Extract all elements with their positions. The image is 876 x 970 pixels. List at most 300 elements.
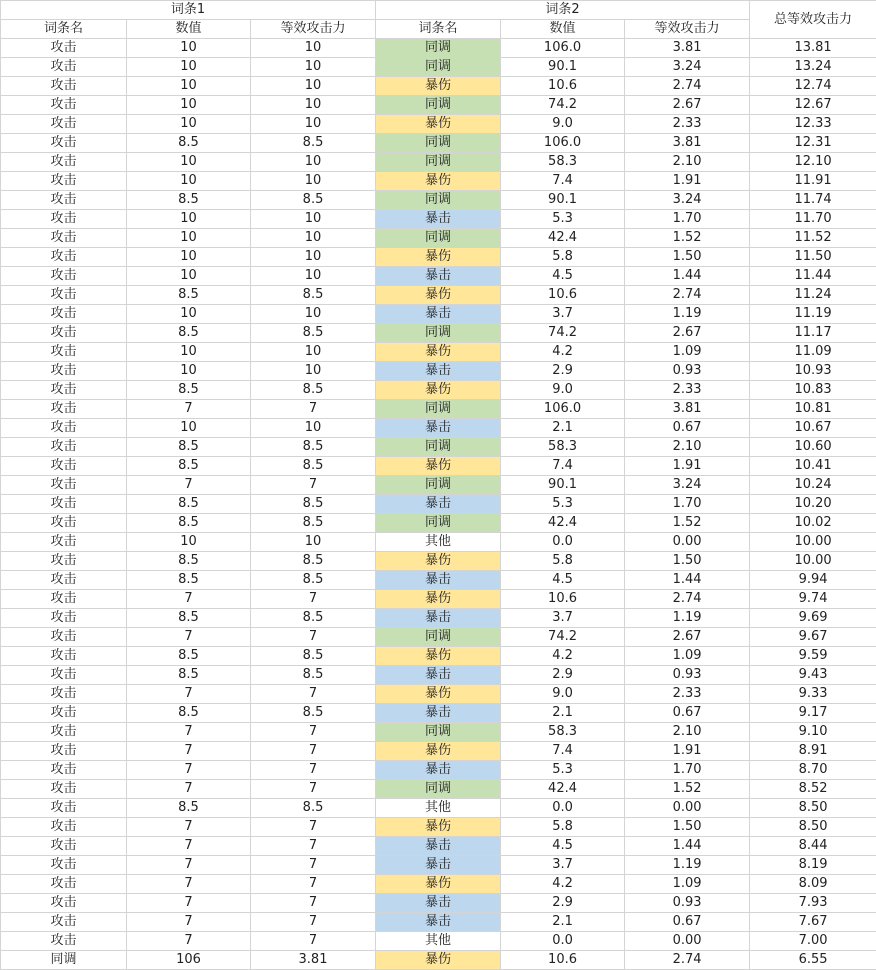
entry1-name-cell[interactable]: 攻击 — [1, 590, 127, 609]
entry1-atk-cell[interactable]: 10 — [251, 343, 376, 362]
entry1-name-cell[interactable]: 攻击 — [1, 39, 127, 58]
total-atk-cell[interactable]: 8.70 — [750, 761, 876, 780]
entry2-atk-cell[interactable]: 1.91 — [625, 742, 750, 761]
entry2-value-cell[interactable]: 2.1 — [501, 419, 625, 438]
entry1-value-cell[interactable]: 7 — [127, 932, 251, 951]
entry2-atk-cell[interactable]: 1.19 — [625, 856, 750, 875]
entry2-atk-cell[interactable]: 1.91 — [625, 457, 750, 476]
entry2-atk-cell[interactable]: 2.74 — [625, 590, 750, 609]
entry1-name-cell[interactable]: 攻击 — [1, 894, 127, 913]
entry2-value-cell[interactable]: 7.4 — [501, 172, 625, 191]
entry2-name-cell[interactable]: 同调 — [376, 58, 501, 77]
entry2-name-cell[interactable]: 同调 — [376, 723, 501, 742]
entry2-atk-cell[interactable]: 3.24 — [625, 58, 750, 77]
entry2-atk-cell[interactable]: 0.93 — [625, 362, 750, 381]
entry2-name-cell[interactable]: 同调 — [376, 96, 501, 115]
col-header-name1[interactable]: 词条名 — [1, 20, 127, 39]
entry2-name-cell[interactable]: 暴伤 — [376, 172, 501, 191]
entry1-value-cell[interactable]: 7 — [127, 913, 251, 932]
total-atk-cell[interactable]: 9.69 — [750, 609, 876, 628]
entry1-value-cell[interactable]: 10 — [127, 115, 251, 134]
entry2-value-cell[interactable]: 10.6 — [501, 951, 625, 970]
entry2-value-cell[interactable]: 2.9 — [501, 362, 625, 381]
entry2-atk-cell[interactable]: 1.09 — [625, 343, 750, 362]
entry2-name-cell[interactable]: 暴击 — [376, 267, 501, 286]
entry1-atk-cell[interactable]: 7 — [251, 875, 376, 894]
entry1-atk-cell[interactable]: 7 — [251, 590, 376, 609]
entry2-atk-cell[interactable]: 0.67 — [625, 704, 750, 723]
entry1-atk-cell[interactable]: 8.5 — [251, 704, 376, 723]
total-atk-cell[interactable]: 12.74 — [750, 77, 876, 96]
total-atk-cell[interactable]: 11.17 — [750, 324, 876, 343]
entry2-name-cell[interactable]: 同调 — [376, 514, 501, 533]
entry2-atk-cell[interactable]: 1.52 — [625, 514, 750, 533]
entry2-name-cell[interactable]: 暴击 — [376, 419, 501, 438]
total-atk-cell[interactable]: 11.91 — [750, 172, 876, 191]
entry2-atk-cell[interactable]: 2.10 — [625, 153, 750, 172]
entry1-value-cell[interactable]: 7 — [127, 628, 251, 647]
entry2-name-cell[interactable]: 暴伤 — [376, 115, 501, 134]
total-atk-cell[interactable]: 8.50 — [750, 799, 876, 818]
entry2-value-cell[interactable]: 2.9 — [501, 666, 625, 685]
col-header-name2[interactable]: 词条名 — [376, 20, 501, 39]
entry1-value-cell[interactable]: 7 — [127, 837, 251, 856]
entry1-atk-cell[interactable]: 7 — [251, 780, 376, 799]
entry1-value-cell[interactable]: 10 — [127, 267, 251, 286]
total-atk-cell[interactable]: 12.10 — [750, 153, 876, 172]
entry1-name-cell[interactable]: 攻击 — [1, 267, 127, 286]
entry1-atk-cell[interactable]: 3.81 — [251, 951, 376, 970]
total-atk-cell[interactable]: 6.55 — [750, 951, 876, 970]
total-atk-cell[interactable]: 12.31 — [750, 134, 876, 153]
entry1-atk-cell[interactable]: 7 — [251, 742, 376, 761]
total-atk-cell[interactable]: 8.50 — [750, 818, 876, 837]
entry2-value-cell[interactable]: 0.0 — [501, 533, 625, 552]
entry2-atk-cell[interactable]: 0.00 — [625, 533, 750, 552]
entry1-atk-cell[interactable]: 7 — [251, 837, 376, 856]
entry1-atk-cell[interactable]: 7 — [251, 818, 376, 837]
entry2-name-cell[interactable]: 暴击 — [376, 495, 501, 514]
total-atk-cell[interactable]: 11.52 — [750, 229, 876, 248]
total-atk-cell[interactable]: 11.74 — [750, 191, 876, 210]
total-atk-cell[interactable]: 12.67 — [750, 96, 876, 115]
entry2-name-cell[interactable]: 同调 — [376, 438, 501, 457]
entry2-atk-cell[interactable]: 2.33 — [625, 685, 750, 704]
entry2-value-cell[interactable]: 7.4 — [501, 457, 625, 476]
entry1-atk-cell[interactable]: 8.5 — [251, 381, 376, 400]
entry2-value-cell[interactable]: 3.7 — [501, 609, 625, 628]
entry1-name-cell[interactable]: 攻击 — [1, 134, 127, 153]
entry2-atk-cell[interactable]: 2.33 — [625, 115, 750, 134]
entry1-atk-cell[interactable]: 10 — [251, 267, 376, 286]
entry2-atk-cell[interactable]: 2.10 — [625, 723, 750, 742]
entry1-name-cell[interactable]: 攻击 — [1, 514, 127, 533]
entry1-name-cell[interactable]: 攻击 — [1, 286, 127, 305]
entry1-atk-cell[interactable]: 7 — [251, 685, 376, 704]
entry1-value-cell[interactable]: 8.5 — [127, 799, 251, 818]
entry1-name-cell[interactable]: 攻击 — [1, 666, 127, 685]
entry1-name-cell[interactable]: 攻击 — [1, 248, 127, 267]
entry1-name-cell[interactable]: 攻击 — [1, 685, 127, 704]
entry2-name-cell[interactable]: 暴伤 — [376, 590, 501, 609]
entry1-atk-cell[interactable]: 8.5 — [251, 799, 376, 818]
entry2-value-cell[interactable]: 0.0 — [501, 799, 625, 818]
entry1-atk-cell[interactable]: 10 — [251, 248, 376, 267]
entry1-value-cell[interactable]: 10 — [127, 58, 251, 77]
entry1-name-cell[interactable]: 攻击 — [1, 476, 127, 495]
total-atk-cell[interactable]: 8.44 — [750, 837, 876, 856]
entry1-atk-cell[interactable]: 8.5 — [251, 495, 376, 514]
total-atk-cell[interactable]: 8.09 — [750, 875, 876, 894]
entry2-name-cell[interactable]: 其他 — [376, 799, 501, 818]
entry1-atk-cell[interactable]: 10 — [251, 229, 376, 248]
entry2-atk-cell[interactable]: 0.67 — [625, 913, 750, 932]
entry1-value-cell[interactable]: 7 — [127, 856, 251, 875]
entry2-name-cell[interactable]: 暴伤 — [376, 951, 501, 970]
entry1-value-cell[interactable]: 8.5 — [127, 647, 251, 666]
entry2-name-cell[interactable]: 暴伤 — [376, 818, 501, 837]
entry1-name-cell[interactable]: 攻击 — [1, 77, 127, 96]
entry1-value-cell[interactable]: 8.5 — [127, 286, 251, 305]
entry1-value-cell[interactable]: 7 — [127, 723, 251, 742]
entry1-value-cell[interactable]: 8.5 — [127, 666, 251, 685]
total-atk-cell[interactable]: 10.02 — [750, 514, 876, 533]
entry1-atk-cell[interactable]: 7 — [251, 723, 376, 742]
entry1-name-cell[interactable]: 攻击 — [1, 571, 127, 590]
entry1-value-cell[interactable]: 10 — [127, 419, 251, 438]
entry2-value-cell[interactable]: 4.2 — [501, 875, 625, 894]
entry1-atk-cell[interactable]: 8.5 — [251, 666, 376, 685]
entry1-atk-cell[interactable]: 10 — [251, 153, 376, 172]
entry1-name-cell[interactable]: 攻击 — [1, 913, 127, 932]
entry2-atk-cell[interactable]: 1.70 — [625, 210, 750, 229]
entry1-value-cell[interactable]: 10 — [127, 533, 251, 552]
entry1-value-cell[interactable]: 10 — [127, 343, 251, 362]
entry1-value-cell[interactable]: 8.5 — [127, 514, 251, 533]
entry2-name-cell[interactable]: 暴击 — [376, 305, 501, 324]
total-atk-cell[interactable]: 10.67 — [750, 419, 876, 438]
total-atk-cell[interactable]: 10.83 — [750, 381, 876, 400]
total-atk-cell[interactable]: 10.81 — [750, 400, 876, 419]
entry1-value-cell[interactable]: 106 — [127, 951, 251, 970]
entry2-atk-cell[interactable]: 1.09 — [625, 875, 750, 894]
entry2-name-cell[interactable]: 暴伤 — [376, 457, 501, 476]
entry2-atk-cell[interactable]: 2.74 — [625, 77, 750, 96]
entry1-value-cell[interactable]: 7 — [127, 780, 251, 799]
entry1-value-cell[interactable]: 8.5 — [127, 324, 251, 343]
entry2-value-cell[interactable]: 106.0 — [501, 400, 625, 419]
entry1-name-cell[interactable]: 攻击 — [1, 818, 127, 837]
entry1-name-cell[interactable]: 攻击 — [1, 856, 127, 875]
entry1-atk-cell[interactable]: 8.5 — [251, 324, 376, 343]
entry2-value-cell[interactable]: 10.6 — [501, 590, 625, 609]
entry1-name-cell[interactable]: 攻击 — [1, 932, 127, 951]
entry2-atk-cell[interactable]: 1.52 — [625, 780, 750, 799]
entry1-atk-cell[interactable]: 7 — [251, 932, 376, 951]
entry1-value-cell[interactable]: 8.5 — [127, 609, 251, 628]
entry1-atk-cell[interactable]: 8.5 — [251, 514, 376, 533]
entry1-value-cell[interactable]: 10 — [127, 248, 251, 267]
entry2-value-cell[interactable]: 9.0 — [501, 381, 625, 400]
entry1-value-cell[interactable]: 7 — [127, 476, 251, 495]
total-atk-cell[interactable]: 9.33 — [750, 685, 876, 704]
entry2-atk-cell[interactable]: 2.33 — [625, 381, 750, 400]
total-atk-cell[interactable]: 9.74 — [750, 590, 876, 609]
entry2-name-cell[interactable]: 同调 — [376, 229, 501, 248]
entry1-value-cell[interactable]: 7 — [127, 875, 251, 894]
entry1-name-cell[interactable]: 攻击 — [1, 115, 127, 134]
entry2-value-cell[interactable]: 58.3 — [501, 438, 625, 457]
entry2-atk-cell[interactable]: 1.44 — [625, 837, 750, 856]
total-atk-cell[interactable]: 13.24 — [750, 58, 876, 77]
entry1-atk-cell[interactable]: 8.5 — [251, 286, 376, 305]
entry1-value-cell[interactable]: 8.5 — [127, 495, 251, 514]
entry1-value-cell[interactable]: 8.5 — [127, 191, 251, 210]
entry2-value-cell[interactable]: 74.2 — [501, 96, 625, 115]
entry1-atk-cell[interactable]: 10 — [251, 362, 376, 381]
entry1-atk-cell[interactable]: 8.5 — [251, 191, 376, 210]
entry1-atk-cell[interactable]: 10 — [251, 77, 376, 96]
entry1-name-cell[interactable]: 攻击 — [1, 552, 127, 571]
entry2-name-cell[interactable]: 暴击 — [376, 837, 501, 856]
entry2-name-cell[interactable]: 同调 — [376, 324, 501, 343]
entry2-value-cell[interactable]: 5.3 — [501, 210, 625, 229]
total-atk-cell[interactable]: 11.19 — [750, 305, 876, 324]
entry2-name-cell[interactable]: 暴击 — [376, 571, 501, 590]
total-atk-cell[interactable]: 10.00 — [750, 533, 876, 552]
entry2-value-cell[interactable]: 3.7 — [501, 856, 625, 875]
entry1-atk-cell[interactable]: 10 — [251, 115, 376, 134]
total-atk-cell[interactable]: 7.00 — [750, 932, 876, 951]
entry1-atk-cell[interactable]: 8.5 — [251, 134, 376, 153]
entry2-name-cell[interactable]: 暴伤 — [376, 742, 501, 761]
entry1-name-cell[interactable]: 攻击 — [1, 324, 127, 343]
total-atk-cell[interactable]: 9.67 — [750, 628, 876, 647]
entry2-name-cell[interactable]: 暴击 — [376, 761, 501, 780]
total-atk-cell[interactable]: 11.24 — [750, 286, 876, 305]
entry2-name-cell[interactable]: 暴击 — [376, 913, 501, 932]
entry1-name-cell[interactable]: 攻击 — [1, 780, 127, 799]
entry1-value-cell[interactable]: 10 — [127, 153, 251, 172]
col-header-value2[interactable]: 数值 — [501, 20, 625, 39]
entry1-name-cell[interactable]: 攻击 — [1, 628, 127, 647]
entry1-name-cell[interactable]: 攻击 — [1, 381, 127, 400]
entry1-value-cell[interactable]: 10 — [127, 229, 251, 248]
entry2-name-cell[interactable]: 暴击 — [376, 856, 501, 875]
entry1-atk-cell[interactable]: 7 — [251, 856, 376, 875]
entry1-atk-cell[interactable]: 7 — [251, 400, 376, 419]
entry1-name-cell[interactable]: 攻击 — [1, 875, 127, 894]
total-atk-cell[interactable]: 7.93 — [750, 894, 876, 913]
entry1-name-cell[interactable]: 攻击 — [1, 58, 127, 77]
entry2-value-cell[interactable]: 4.2 — [501, 343, 625, 362]
entry1-name-cell[interactable]: 攻击 — [1, 153, 127, 172]
total-atk-cell[interactable]: 8.19 — [750, 856, 876, 875]
total-atk-cell[interactable]: 9.10 — [750, 723, 876, 742]
entry2-name-cell[interactable]: 暴伤 — [376, 248, 501, 267]
entry2-name-cell[interactable]: 暴击 — [376, 704, 501, 723]
entry2-atk-cell[interactable]: 2.67 — [625, 324, 750, 343]
entry2-value-cell[interactable]: 90.1 — [501, 191, 625, 210]
entry2-atk-cell[interactable]: 3.24 — [625, 191, 750, 210]
entry2-atk-cell[interactable]: 1.50 — [625, 552, 750, 571]
entry2-value-cell[interactable]: 9.0 — [501, 115, 625, 134]
entry2-atk-cell[interactable]: 3.81 — [625, 400, 750, 419]
entry2-name-cell[interactable]: 暴伤 — [376, 286, 501, 305]
entry2-atk-cell[interactable]: 0.67 — [625, 419, 750, 438]
entry1-value-cell[interactable]: 7 — [127, 590, 251, 609]
entry1-value-cell[interactable]: 10 — [127, 39, 251, 58]
entry2-atk-cell[interactable]: 1.19 — [625, 305, 750, 324]
entry2-atk-cell[interactable]: 1.52 — [625, 229, 750, 248]
entry2-value-cell[interactable]: 9.0 — [501, 685, 625, 704]
entry2-value-cell[interactable]: 42.4 — [501, 780, 625, 799]
entry2-value-cell[interactable]: 42.4 — [501, 514, 625, 533]
entry1-atk-cell[interactable]: 7 — [251, 476, 376, 495]
entry2-value-cell[interactable]: 90.1 — [501, 476, 625, 495]
entry1-atk-cell[interactable]: 10 — [251, 58, 376, 77]
total-atk-cell[interactable]: 10.20 — [750, 495, 876, 514]
entry1-value-cell[interactable]: 8.5 — [127, 552, 251, 571]
entry2-atk-cell[interactable]: 0.00 — [625, 799, 750, 818]
entry1-name-cell[interactable]: 攻击 — [1, 172, 127, 191]
entry2-atk-cell[interactable]: 1.44 — [625, 571, 750, 590]
entry1-name-cell[interactable]: 攻击 — [1, 457, 127, 476]
total-atk-cell[interactable]: 8.91 — [750, 742, 876, 761]
entry2-name-cell[interactable]: 暴击 — [376, 362, 501, 381]
entry1-value-cell[interactable]: 10 — [127, 210, 251, 229]
entry1-name-cell[interactable]: 攻击 — [1, 723, 127, 742]
entry1-name-cell[interactable]: 同调 — [1, 951, 127, 970]
total-header[interactable]: 总等效攻击力 — [750, 1, 876, 39]
entry1-name-cell[interactable]: 攻击 — [1, 742, 127, 761]
entry1-value-cell[interactable]: 7 — [127, 818, 251, 837]
entry2-value-cell[interactable]: 5.3 — [501, 761, 625, 780]
entry2-atk-cell[interactable]: 1.09 — [625, 647, 750, 666]
entry1-name-cell[interactable]: 攻击 — [1, 761, 127, 780]
entry2-value-cell[interactable]: 5.8 — [501, 552, 625, 571]
entry2-name-cell[interactable]: 暴伤 — [376, 552, 501, 571]
entry1-value-cell[interactable]: 10 — [127, 362, 251, 381]
entry2-name-cell[interactable]: 同调 — [376, 780, 501, 799]
entry1-name-cell[interactable]: 攻击 — [1, 799, 127, 818]
entry1-atk-cell[interactable]: 10 — [251, 39, 376, 58]
entry2-name-cell[interactable]: 暴击 — [376, 666, 501, 685]
total-atk-cell[interactable]: 11.09 — [750, 343, 876, 362]
entry1-name-cell[interactable]: 攻击 — [1, 305, 127, 324]
entry2-value-cell[interactable]: 42.4 — [501, 229, 625, 248]
entry1-atk-cell[interactable]: 7 — [251, 761, 376, 780]
total-atk-cell[interactable]: 8.52 — [750, 780, 876, 799]
entry2-value-cell[interactable]: 3.7 — [501, 305, 625, 324]
entry2-value-cell[interactable]: 58.3 — [501, 153, 625, 172]
entry1-atk-cell[interactable]: 8.5 — [251, 571, 376, 590]
entry2-name-cell[interactable]: 暴击 — [376, 894, 501, 913]
entry1-value-cell[interactable]: 7 — [127, 685, 251, 704]
entry1-atk-cell[interactable]: 8.5 — [251, 457, 376, 476]
entry1-atk-cell[interactable]: 10 — [251, 210, 376, 229]
entry2-atk-cell[interactable]: 0.93 — [625, 894, 750, 913]
total-atk-cell[interactable]: 9.43 — [750, 666, 876, 685]
entry1-atk-cell[interactable]: 7 — [251, 913, 376, 932]
entry2-value-cell[interactable]: 7.4 — [501, 742, 625, 761]
entry2-value-cell[interactable]: 2.1 — [501, 704, 625, 723]
entry1-atk-cell[interactable]: 10 — [251, 172, 376, 191]
entry1-atk-cell[interactable]: 8.5 — [251, 552, 376, 571]
entry2-value-cell[interactable]: 74.2 — [501, 628, 625, 647]
entry1-value-cell[interactable]: 8.5 — [127, 457, 251, 476]
entry2-atk-cell[interactable]: 2.10 — [625, 438, 750, 457]
total-atk-cell[interactable]: 10.60 — [750, 438, 876, 457]
total-atk-cell[interactable]: 9.17 — [750, 704, 876, 723]
entry2-value-cell[interactable]: 106.0 — [501, 39, 625, 58]
entry2-value-cell[interactable]: 74.2 — [501, 324, 625, 343]
entry2-atk-cell[interactable]: 3.81 — [625, 39, 750, 58]
entry2-name-cell[interactable]: 其他 — [376, 932, 501, 951]
entry1-atk-cell[interactable]: 8.5 — [251, 647, 376, 666]
entry2-atk-cell[interactable]: 2.67 — [625, 628, 750, 647]
entry2-name-cell[interactable]: 同调 — [376, 39, 501, 58]
entry1-name-cell[interactable]: 攻击 — [1, 533, 127, 552]
entry1-name-cell[interactable]: 攻击 — [1, 210, 127, 229]
entry1-name-cell[interactable]: 攻击 — [1, 837, 127, 856]
total-atk-cell[interactable]: 11.44 — [750, 267, 876, 286]
entry2-value-cell[interactable]: 90.1 — [501, 58, 625, 77]
entry1-value-cell[interactable]: 7 — [127, 400, 251, 419]
entry2-value-cell[interactable]: 5.8 — [501, 248, 625, 267]
entry1-atk-cell[interactable]: 10 — [251, 419, 376, 438]
total-atk-cell[interactable]: 13.81 — [750, 39, 876, 58]
entry2-name-cell[interactable]: 暴伤 — [376, 343, 501, 362]
entry2-atk-cell[interactable]: 0.93 — [625, 666, 750, 685]
entry2-value-cell[interactable]: 0.0 — [501, 932, 625, 951]
entry2-atk-cell[interactable]: 1.91 — [625, 172, 750, 191]
entry2-atk-cell[interactable]: 1.70 — [625, 761, 750, 780]
entry2-name-cell[interactable]: 暴击 — [376, 210, 501, 229]
entry2-atk-cell[interactable]: 1.50 — [625, 818, 750, 837]
entry2-name-cell[interactable]: 同调 — [376, 476, 501, 495]
entry1-atk-cell[interactable]: 7 — [251, 894, 376, 913]
entry1-atk-cell[interactable]: 8.5 — [251, 438, 376, 457]
entry1-value-cell[interactable]: 8.5 — [127, 571, 251, 590]
entry1-value-cell[interactable]: 8.5 — [127, 134, 251, 153]
entry2-atk-cell[interactable]: 3.81 — [625, 134, 750, 153]
entry2-value-cell[interactable]: 10.6 — [501, 77, 625, 96]
entry2-name-cell[interactable]: 暴击 — [376, 609, 501, 628]
entry1-value-cell[interactable]: 10 — [127, 172, 251, 191]
entry1-name-cell[interactable]: 攻击 — [1, 229, 127, 248]
entry2-value-cell[interactable]: 4.2 — [501, 647, 625, 666]
entry1-name-cell[interactable]: 攻击 — [1, 191, 127, 210]
entry1-value-cell[interactable]: 7 — [127, 742, 251, 761]
entry2-name-cell[interactable]: 暴伤 — [376, 647, 501, 666]
entry1-value-cell[interactable]: 10 — [127, 96, 251, 115]
total-atk-cell[interactable]: 7.67 — [750, 913, 876, 932]
total-atk-cell[interactable]: 9.94 — [750, 571, 876, 590]
entry2-name-cell[interactable]: 其他 — [376, 533, 501, 552]
entry2-value-cell[interactable]: 2.1 — [501, 913, 625, 932]
entry1-name-cell[interactable]: 攻击 — [1, 495, 127, 514]
entry2-atk-cell[interactable]: 1.44 — [625, 267, 750, 286]
total-atk-cell[interactable]: 11.70 — [750, 210, 876, 229]
entry1-atk-cell[interactable]: 10 — [251, 96, 376, 115]
entry1-name-cell[interactable]: 攻击 — [1, 343, 127, 362]
entry2-value-cell[interactable]: 58.3 — [501, 723, 625, 742]
total-atk-cell[interactable]: 10.00 — [750, 552, 876, 571]
entry2-atk-cell[interactable]: 2.74 — [625, 286, 750, 305]
entry2-value-cell[interactable]: 5.3 — [501, 495, 625, 514]
entry2-name-cell[interactable]: 暴伤 — [376, 77, 501, 96]
